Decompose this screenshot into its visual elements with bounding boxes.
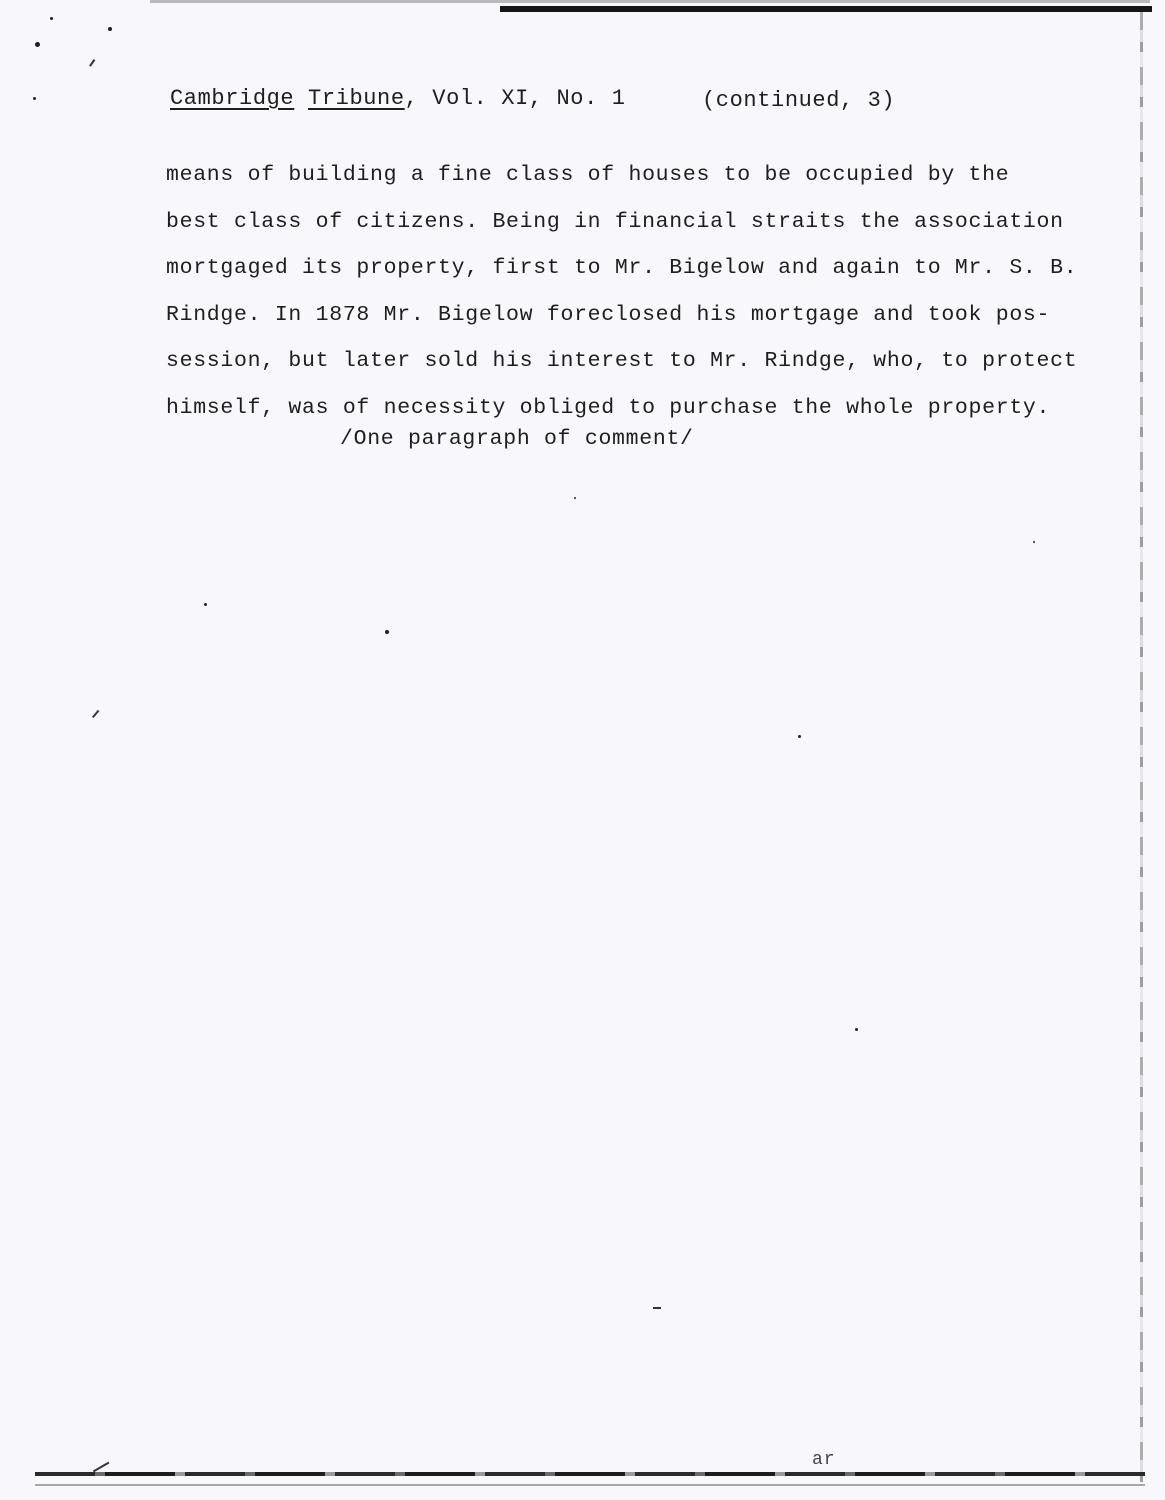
scan-speck: [35, 42, 40, 47]
scan-edge-bottom-thin: [35, 1484, 1145, 1486]
body-line: session, but later sold his interest to Mr. Rindge, who, to protect: [166, 349, 1078, 373]
publication-name: Cambridge: [170, 86, 295, 111]
scan-speck: [798, 735, 801, 738]
scan-speck: [1033, 541, 1035, 543]
scan-speck: [855, 1028, 858, 1031]
scan-speck: [385, 630, 389, 634]
body-line: best class of citizens. Being in financial straits the association: [166, 209, 1064, 234]
body-line: mortgaged its property, first to Mr. Bigelow and again to Mr. S. B.: [166, 256, 1078, 280]
scan-speck: [50, 17, 53, 20]
footer-initials: ar: [812, 1450, 836, 1470]
scan-edge-top-thin: [150, 0, 1150, 3]
scan-speck: [33, 97, 36, 100]
scan-mark: [653, 1307, 661, 1309]
continuation-note: (continued, 3): [702, 88, 896, 113]
issue-info: , Vol. XI, No. 1: [404, 86, 626, 111]
scan-edge-right: [1140, 12, 1143, 1482]
scan-edge-top: [500, 6, 1152, 12]
scan-mark: [92, 710, 99, 718]
scan-speck: [574, 497, 576, 499]
body-line: means of building a fine class of houses to be occupied by the: [166, 163, 1010, 187]
body-paragraph: [166, 152, 1106, 431]
body-line: Rindge. In 1878 Mr. Bigelow foreclosed his mortgage and took pos-: [166, 302, 1051, 327]
body-line: himself, was of necessity obliged to purchase the whole property.: [166, 395, 1051, 420]
scan-mark: [89, 59, 95, 66]
scan-speck: [204, 603, 207, 606]
scan-speck: [108, 27, 112, 31]
publication-name-second: Tribune: [308, 86, 405, 111]
scan-edge-bottom: [35, 1472, 1145, 1476]
page-header: [170, 84, 896, 114]
scan-mark: [93, 1462, 109, 1472]
editorial-comment-note: /One paragraph of comment/: [340, 427, 694, 451]
